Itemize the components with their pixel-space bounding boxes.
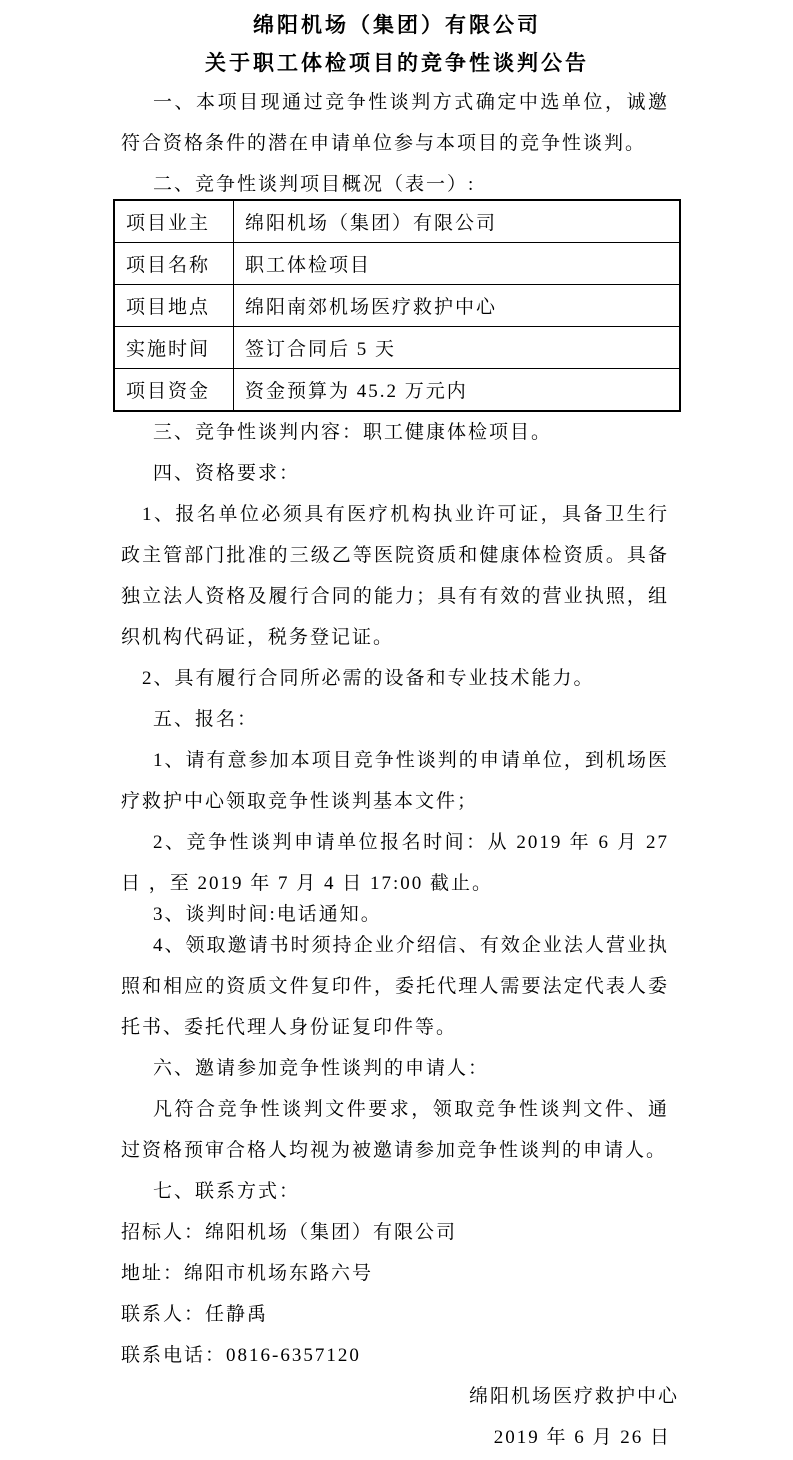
row-label: 项目名称 bbox=[114, 243, 234, 285]
signature-date: 2019 年 6 月 26 日 bbox=[493, 1427, 671, 1448]
row-value: 资金预算为 45.2 万元内 bbox=[234, 369, 681, 412]
paragraph-intro-2: 二、竞争性谈判项目概况（表一）: bbox=[153, 174, 476, 195]
document-title: 绵阳机场（集团）有限公司 bbox=[253, 13, 541, 37]
row-value: 绵阳南郊机场医疗救护中心 bbox=[234, 285, 681, 327]
paragraph-section-5: 五、报名： bbox=[153, 709, 259, 730]
contact-phone: 联系电话：0816-6357120 bbox=[121, 1345, 361, 1366]
row-label: 项目地点 bbox=[114, 285, 234, 327]
contact-address: 地址：绵阳市机场东路六号 bbox=[121, 1263, 374, 1284]
paragraph-intro-1: 一、本项目现通过竞争性谈判方式确定中选单位，诚邀符合资格条件的潜在申请单位参与本项目的竞争性谈判。 bbox=[121, 92, 669, 154]
document-sections bbox=[121, 412, 669, 1212]
paragraph-signup-4: 4、领取邀请书时须持企业介绍信、有效企业法人营业执照和相应的资质文件复印件，委托代理人需要法定代表人委托书、委托代理人身份证复印件等。 bbox=[121, 935, 669, 1038]
paragraph-signup-3: 3、谈判时间:电话通知。 bbox=[153, 904, 382, 925]
paragraph-signup-2: 2、竞争性谈判申请单位报名时间：从 2019 年 6 月 27 日 ，至 2019 年 7 月 4 日 17:00 截止。 bbox=[121, 832, 669, 894]
document-subtitle: 关于职工体检项目的竞争性谈判公告 bbox=[205, 51, 589, 75]
table-row bbox=[114, 285, 680, 327]
row-label: 项目资金 bbox=[114, 369, 234, 412]
paragraph-invitation: 凡符合竞争性谈判文件要求，领取竞争性谈判文件、通过资格预审合格人均视为被邀请参加竞争性谈判的申请人。 bbox=[121, 1099, 669, 1161]
document-body bbox=[121, 82, 669, 205]
paragraph-section-3: 三、竞争性谈判内容：职工健康体检项目。 bbox=[153, 422, 553, 443]
row-label: 项目业主 bbox=[114, 200, 234, 243]
row-value: 绵阳机场（集团）有限公司 bbox=[234, 200, 681, 243]
table-row bbox=[114, 327, 680, 369]
paragraph-section-6: 六、邀请参加竞争性谈判的申请人： bbox=[153, 1058, 490, 1079]
table-row bbox=[114, 369, 680, 412]
contact-person: 联系人：任静禹 bbox=[121, 1304, 269, 1325]
signature-org: 绵阳机场医疗救护中心 bbox=[468, 1386, 679, 1407]
contact-block bbox=[121, 1212, 669, 1376]
row-label: 实施时间 bbox=[114, 327, 234, 369]
paragraph-qualification-2: 2、具有履行合同所必需的设备和专业技术能力。 bbox=[142, 668, 595, 689]
paragraph-section-7: 七、联系方式： bbox=[153, 1181, 301, 1202]
paragraph-signup-1: 1、请有意参加本项目竞争性谈判的申请单位，到机场医疗救护中心领取竞争性谈判基本文件； bbox=[121, 750, 669, 812]
signature-block bbox=[113, 1376, 681, 1458]
row-value: 签订合同后 5 天 bbox=[234, 327, 681, 369]
row-value: 职工体检项目 bbox=[234, 243, 681, 285]
contact-bidder: 招标人：绵阳机场（集团）有限公司 bbox=[121, 1222, 458, 1243]
table-row bbox=[114, 200, 680, 243]
paragraph-qualification-1: 1、报名单位必须具有医疗机构执业许可证，具备卫生行政主管部门批准的三级乙等医院资质和健康体检资质。具备独立法人资格及履行合同的能力；具有有效的营业执照，组织机构代码证，税务登记证。 bbox=[121, 504, 669, 648]
project-overview-table bbox=[113, 199, 681, 412]
table-row bbox=[114, 243, 680, 285]
paragraph-section-4: 四、资格要求： bbox=[153, 463, 301, 484]
